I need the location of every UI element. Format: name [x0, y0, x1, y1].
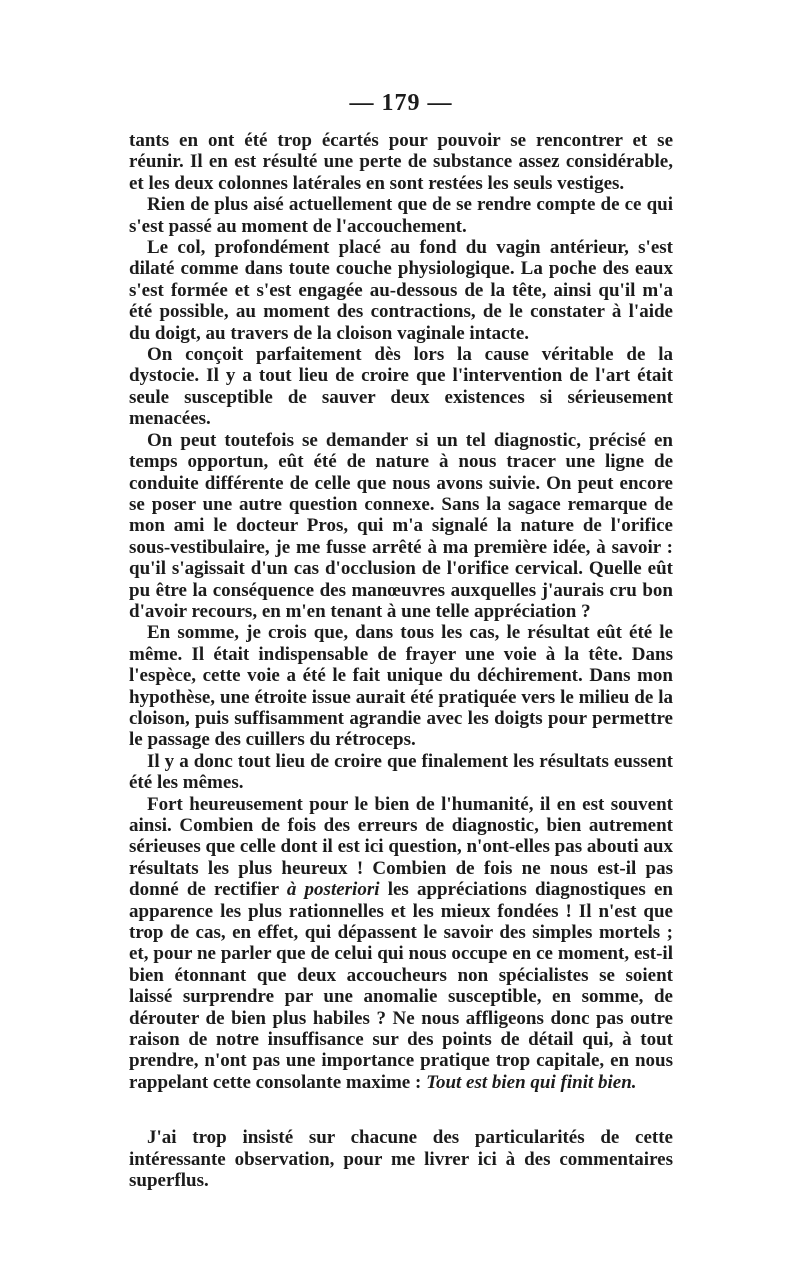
- paragraph-8-text-start: Fort heureusement pour le bien de l'humanité, il en est souvent ainsi. Combien de fois des erreurs de diagnostic, bien autrement sérieuses que celle dont il est ici question, n'ont-elles pas abouti aux résultats les plus heureux ! Combien de fois ne nous est-il pas donné de rectifier: [129, 793, 673, 901]
- paragraph-1: tants en ont été trop écartés pour pouvoir se rencontrer et se réunir. Il en est résulté une perte de substance assez considérable, et les deux colonnes latérales en sont restées les seuls vestiges.: [129, 130, 673, 194]
- paragraph-8-text-middle: les appréciations diagnostiques en apparence les plus rationnelles et les mieux fondées ! Il n'est que trop de cas, en effet, qui dépassent le savoir des simples mortels ; et, pour ne parler que de celui qui nous occupe en ce moment, est-il bien étonnant que deux accoucheurs non spécialistes se soient laissé surprendre par une anomalie susceptible, en somme, de dérouter de bien plus habiles ? Ne nous affligeons donc pas outre raison de notre insuffisance sur des points de détail qui, à tout prendre, n'ont pas une importance pratique trop capitale, en nous rappelant cette consolante maxime :: [129, 879, 674, 1093]
- body-text: [129, 130, 673, 1192]
- page-number: — 179 —: [349, 90, 453, 116]
- paragraph-8-maxim: Tout est bien qui finit bien.: [426, 1071, 637, 1093]
- paragraph-2: Rien de plus aisé actuellement que de se rendre compte de ce qui s'est passé au moment de l'accouchement.: [129, 194, 673, 237]
- paragraph-8-italic-term: à posteriori: [286, 879, 380, 901]
- paragraph-3: Le col, profondément placé au fond du vagin antérieur, s'est dilaté comme dans toute couche physiologique. La poche des eaux s'est formée et s'est engagée au-dessous de la tête, ainsi qu'il m'a été possible, au moment des contractions, de le constater à l'aide du doigt, au travers de la cloison vaginale intacte.: [129, 237, 673, 344]
- paragraph-6: En somme, je crois que, dans tous les cas, le résultat eût été le même. Il était indispensable de frayer une voie à la tête. Dans l'espèce, cette voie a été le fait unique du déchirement. Dans mon hypothèse, une étroite issue aurait été pratiquée vers le milieu de la cloison, puis suffisamment agrandie avec les doigts pour permettre le passage des cuillers du rétroceps.: [129, 622, 673, 751]
- paragraph-7: Il y a donc tout lieu de croire que finalement les résultats eussent été les mêmes.: [129, 750, 673, 794]
- paragraph-5: On peut toutefois se demander si un tel diagnostic, précisé en temps opportun, eût été de nature à nous tracer une ligne de conduite différente de celle que nous avons suivie. On peut encore se poser une autre question connexe. Sans la sagace remarque de mon ami le docteur Pros, qui m'a signalé la nature de l'orifice sous-vestibulaire, je me fusse arrêté à ma première idée, à savoir : qu'il s'agissait d'un cas d'occlusion de l'orifice cervical. Quelle eût pu être la conséquence des manœuvres auxquelles j'aurais cru bon d'avoir recours, en m'en tenant à une telle appréciation ?: [129, 429, 673, 622]
- final-paragraph: J'ai trop insisté sur chacune des particularités de cette intéressante observation, pour me livrer ici à des commentaires superflus.: [129, 1127, 673, 1192]
- book-page: [129, 86, 673, 1192]
- paragraph-4: On conçoit parfaitement dès lors la cause véritable de la dystocie. Il y a tout lieu de croire que l'intervention de l'art était seule susceptible de sauver deux existences si sérieusement menacées.: [129, 344, 673, 430]
- paragraph-8: [129, 794, 673, 1094]
